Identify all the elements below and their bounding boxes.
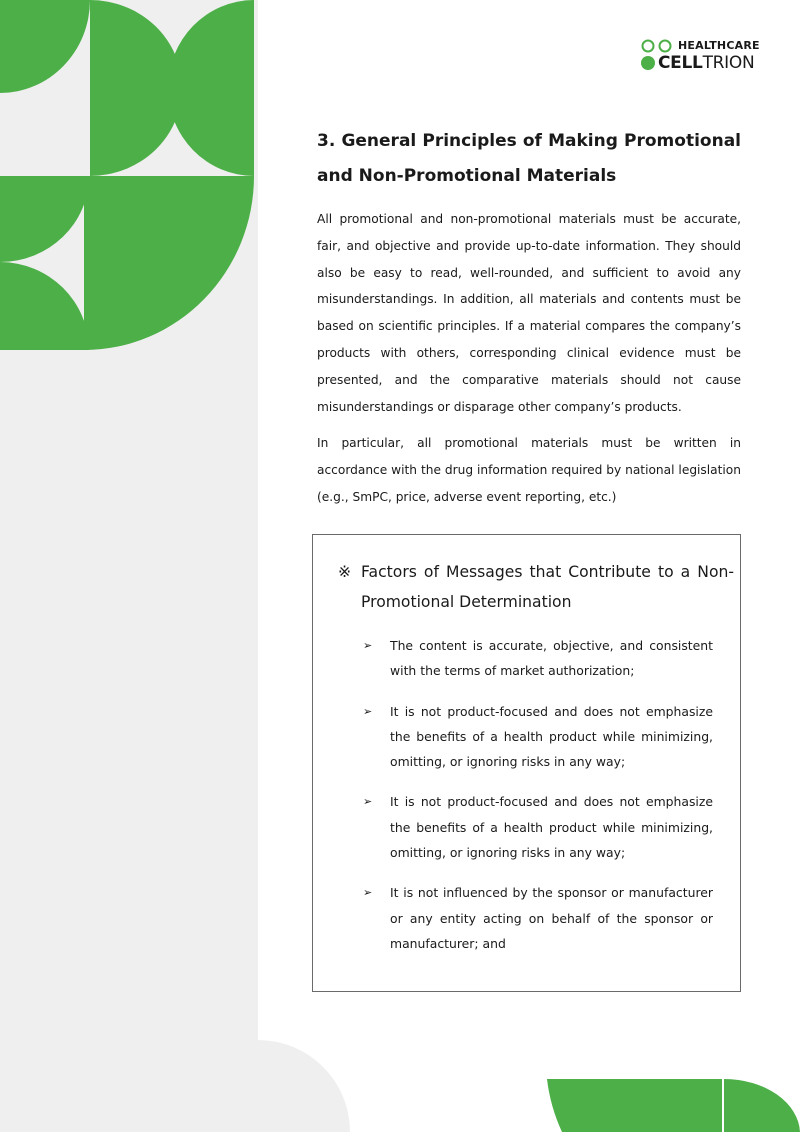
reference-mark-icon: ※ [338, 563, 352, 581]
list-item [363, 880, 713, 956]
logo-trion-text: TRION [702, 53, 755, 73]
list-item [363, 699, 713, 775]
bottom-right-quarter-circle [724, 1079, 800, 1132]
list-item-text: The content is accurate, objective, and consistent with the terms of market authorization; [390, 638, 713, 679]
body-paragraph: All promotional and non-promotional materials must be accurate, fair, and objective and provide up-to-date information. They should also be easy to read, well-rounded, and sufficient to avoid any misunderstandings. In addition, all materials and contents must be based on scientific principles. If a material compares the company’s products with others, corresponding clinical evidence must be presented, and the comparative materials should not cause misunderstandings or disparage other company’s products. [317, 212, 741, 414]
logo-celltrion-text [658, 53, 754, 73]
factors-title [338, 557, 734, 617]
logo-cell-text: CELL [658, 53, 703, 73]
list-item [363, 789, 713, 865]
bottom-right-semicircle [547, 1079, 722, 1132]
factors-title-text: Factors of Messages that Contribute to a Non-Promotional Determination [361, 563, 734, 611]
section-content [317, 124, 741, 511]
list-item-text: It is not product-focused and does not emphasize the benefits of a health product while minimizing, omitting, or ignoring risks in any way; [390, 794, 713, 861]
celltrion-healthcare-logo [640, 38, 770, 74]
body-paragraph: In particular, all promotional materials must be written in accordance with the drug information required by national legislation (e.g., SmPC, price, adverse event reporting, etc.) [317, 436, 741, 504]
arrowhead-bullet-icon: ➢ [363, 639, 373, 652]
factors-list [363, 633, 713, 971]
section-heading: 3. General Principles of Making Promotional and Non-Promotional Materials [317, 131, 741, 186]
arrowhead-bullet-icon: ➢ [363, 886, 373, 900]
list-item [363, 633, 713, 684]
arrowhead-bullet-icon: ➢ [363, 704, 373, 718]
arrowhead-bullet-icon: ➢ [363, 795, 373, 809]
list-item-text: It is not influenced by the sponsor or manufacturer or any entity acting on behalf of the sponsor or manufacturer; and [390, 885, 713, 951]
list-item-text: It is not product-focused and does not emphasize the benefits of a health product while minimizing, omitting, or ignoring risks in any way; [390, 703, 713, 770]
factors-callout-box [312, 534, 741, 992]
logo-healthcare-text: HEALTHCARE [678, 39, 760, 52]
